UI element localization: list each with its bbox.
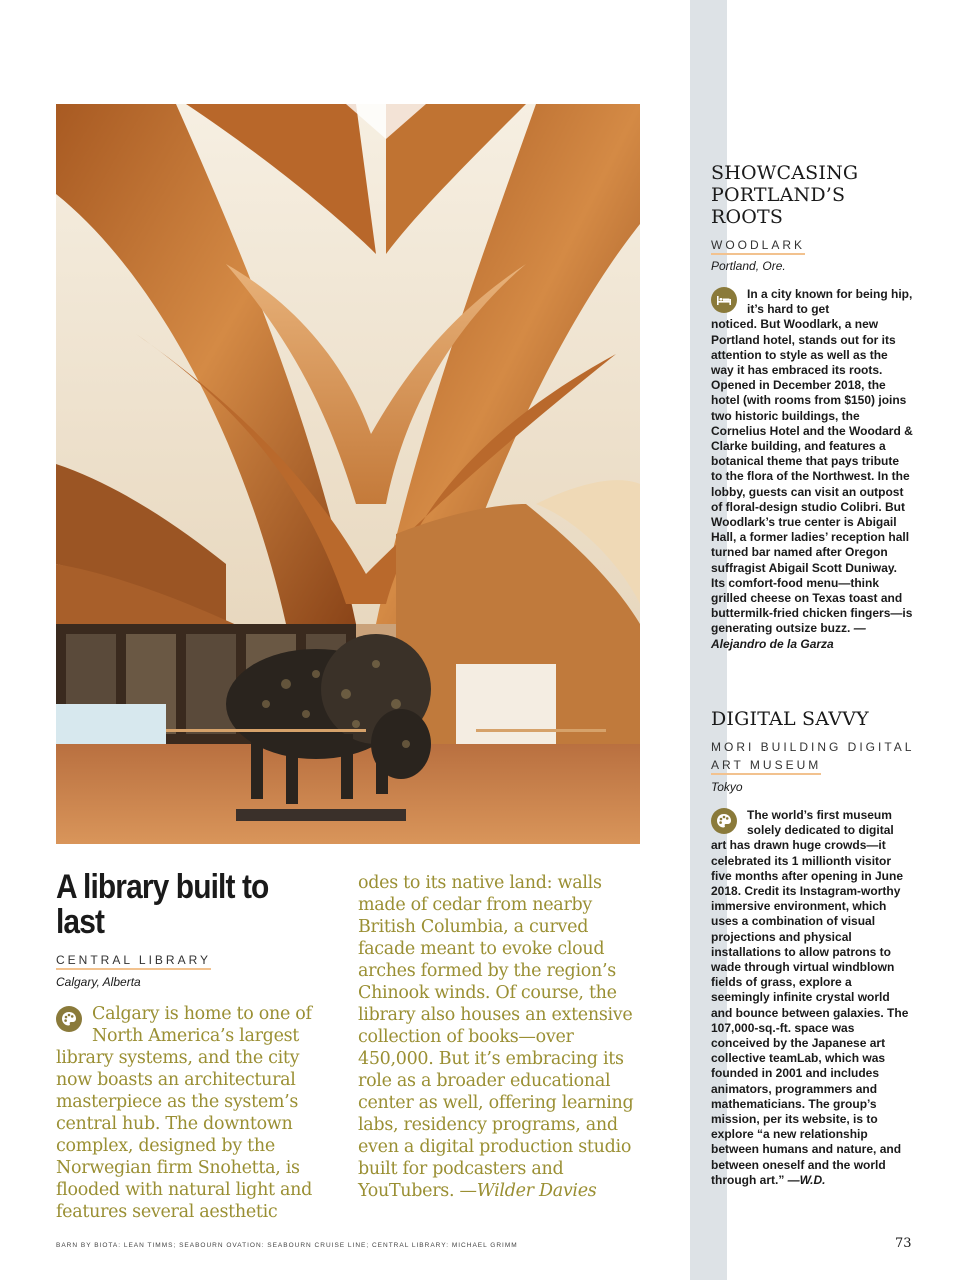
sidebar2-body-first: The world’s first museum solely dedicated to digital (747, 808, 894, 838)
article-kicker-text: CENTRAL LIBRARY (56, 953, 211, 970)
sidebar1-byline: —Alejandro de la Garza (711, 621, 866, 651)
sidebar1-body (711, 287, 913, 652)
article-body-line-1: Calgary is home to one of (92, 1004, 312, 1024)
sidebar2-byline: —W.D. (787, 1172, 826, 1187)
sidebar2-body (711, 808, 913, 1188)
sidebar1-location: Portland, Ore. (711, 259, 786, 273)
sidebar2-kicker-line2: ART MUSEUM (711, 758, 821, 775)
article-kicker (56, 951, 211, 970)
sidebar2-kicker (711, 738, 914, 775)
sidebar2-headline: DIGITAL SAVVY (711, 708, 869, 730)
sidebar1-kicker (711, 236, 805, 255)
sidebar1-body-rest: noticed. But Woodlark, a new Portland hotel, stands out for its attention to style as well as the way it has embraced its roots. Opened in December 2018, the hotel (with rooms from $150) joins two historic buildings, the Cornelius Hotel and the Woodard & Clarke building, and features a botanical theme that pays tribute to the flora of the Northwest. In the lobby, guests can visit an outpost of floral-design studio Colibri. But Woodlark’s true center is Abigail Hall, a former ladies’ reception hall turned bar named after Oregon suffragist Abigail Scott Duniway. Its comfort-food menu—think grilled cheese on Texas toast and buttermilk-fried chicken fingers—is generating outsize buzz. (711, 317, 913, 636)
article-body-continued: odes to its native land: walls made of cedar from nearby British Columbia, a curved facade meant to evoke cloud arches formed by the region’s Chinook winds. Of course, the library also houses an extensive collection of books—over 450,000. But it’s embracing its role as a broader educational center as well, offering learning labs, residency programs, and even a digital production studio built for podcasters and YouTubers. (358, 873, 634, 1201)
article-byline: —Wilder Davies (459, 1181, 597, 1201)
sidebar1-body-first: In a city known for being hip, it’s hard to get (747, 287, 913, 317)
sidebar1-headline: SHOWCASING PORTLAND’S ROOTS (711, 162, 859, 228)
article-body-rest: library systems, and the city now boasts an architectural masterpiece as the system’s central hub. The downtown complex, designed by the Norwegian firm Snohetta, is flooded with natural light and features several aesthetic (56, 1048, 313, 1222)
sidebar2-kicker-line1: MORI BUILDING DIGITAL (711, 740, 915, 754)
sidebar1-kicker-text: WOODLARK (711, 238, 805, 255)
library-photo (56, 104, 640, 844)
page-number: 73 (895, 1236, 912, 1251)
sidebar2-body-rest: art has drawn huge crowds—it celebrated its 1 millionth visitor five months after opening in June 2018. Credit its Instagram-worthy immersive environment, which uses a combination of visual projections and physical installations to allow patrons to wade through virtual windblown fields of grass, explore a seemingly infinite crystal world and bounce between galaxies. The 107,000-sq.-ft. space was conceived by the Japanese art collective teamLab, which was founded in 2001 and includes animators, programmers and mathematicians. The group’s mission, per its website, is to explore “a new relationship between humans and nature, and between oneself and the world through art.” (711, 838, 909, 1187)
article-body-line-2: North America’s largest (92, 1026, 300, 1046)
article-title: A library built to last (56, 868, 269, 941)
photo-credits: BARN BY BIOTA: LEAN TIMMS; SEABOURN OVATION: SEABOURN CRUISE LINE; CENTRAL LIBRARY: MICHAEL GRIMM (56, 1242, 518, 1249)
article-body-column-2 (358, 872, 638, 1202)
article-body-column-1 (56, 1003, 331, 1223)
sidebar2-location: Tokyo (711, 780, 743, 794)
article-location: Calgary, Alberta (56, 975, 141, 989)
